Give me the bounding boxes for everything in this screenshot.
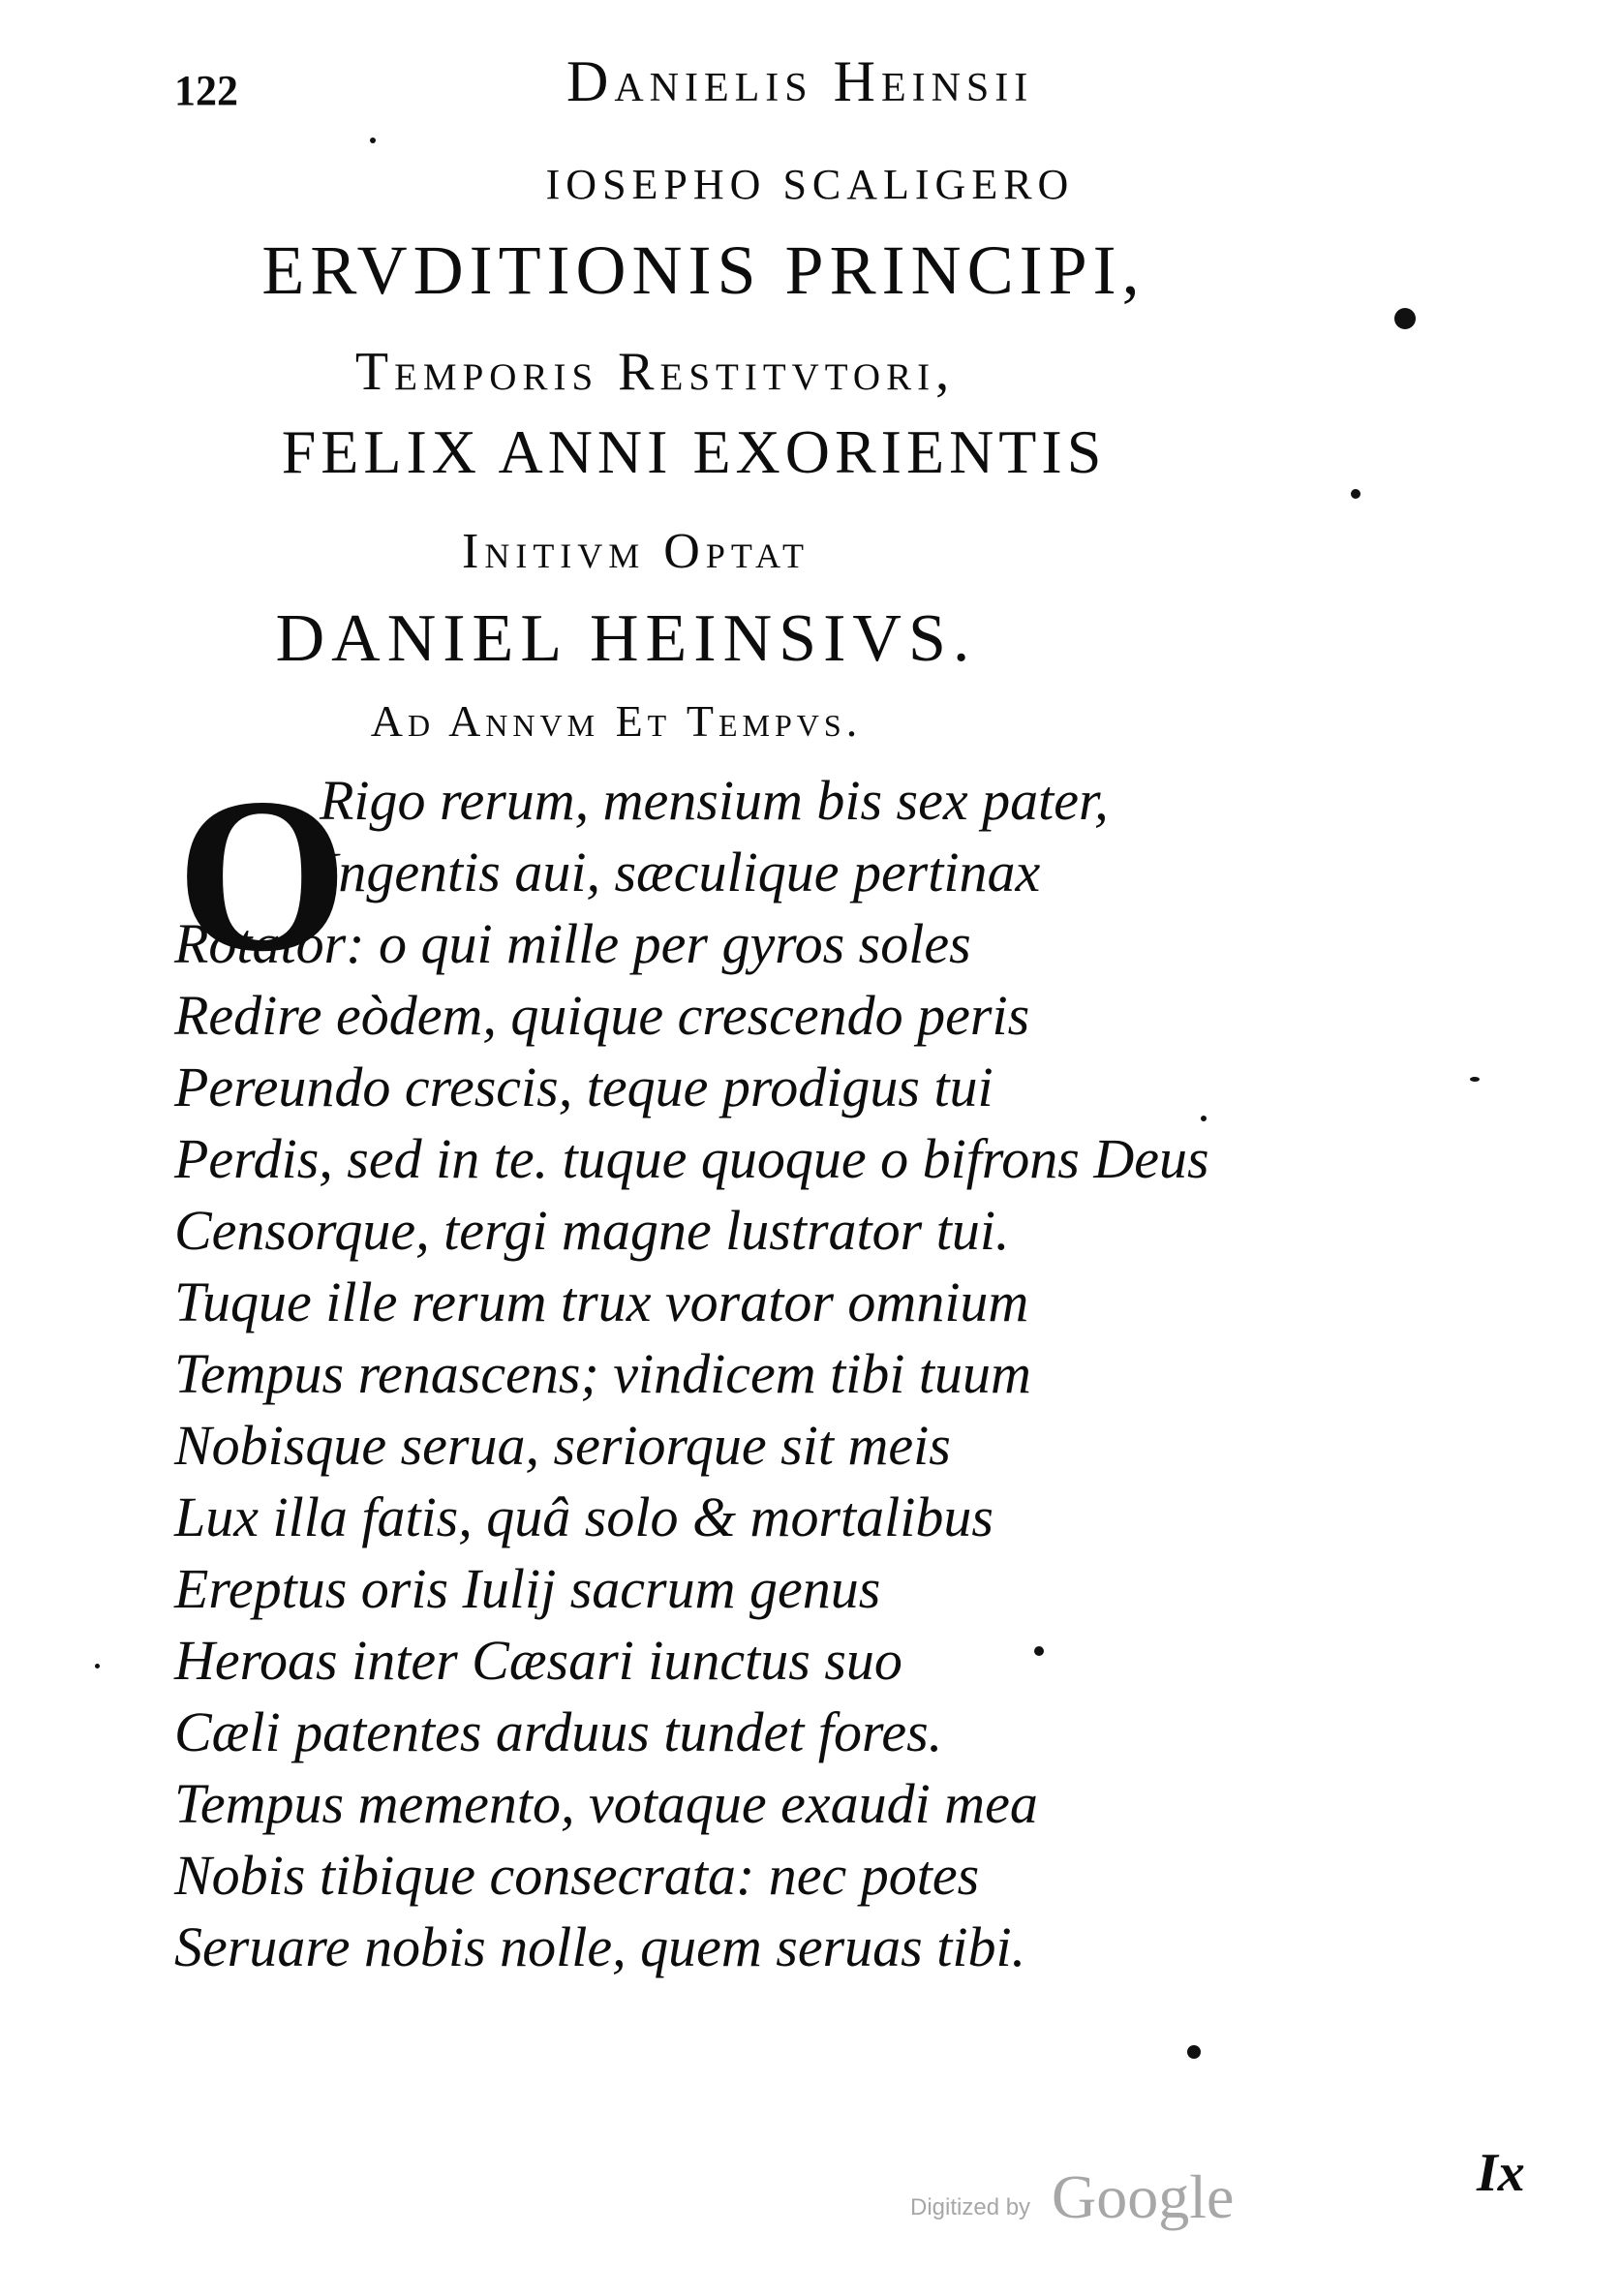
- poem-line: Pereundo crescis, teque prodigus tui: [174, 1056, 993, 1118]
- ink-speck: [1201, 1116, 1207, 1121]
- ink-speck: [95, 1664, 100, 1668]
- running-head: [174, 48, 1220, 116]
- ink-speck: [1351, 489, 1360, 499]
- dedication-line-2: ERVDITIONIS PRINCIPI,: [261, 231, 1146, 309]
- drop-cap: O: [176, 753, 349, 997]
- dedication-author: DANIEL HEINSIVS.: [275, 601, 977, 676]
- poem-line: Nobisque serua, seriorque sit meis: [174, 1414, 951, 1477]
- poem-heading: Ad Annvm Et Tempvs.: [370, 696, 863, 746]
- poem-line: Lux illa fatis, quâ solo & mortalibus: [174, 1485, 993, 1548]
- poem-line: Nobis tibique consecrata: nec potes: [174, 1844, 980, 1907]
- ink-speck: [370, 138, 376, 143]
- poem-line: Rigo rerum, mensium bis sex pater,: [320, 769, 1109, 832]
- poem-line: Ereptus oris Iulij sacrum genus: [174, 1557, 881, 1620]
- poem-line: Tempus memento, votaque exaudi mea: [174, 1772, 1038, 1835]
- poem-line: Rotator: o qui mille per gyros soles: [174, 912, 971, 975]
- running-title: Danielis Heinsii: [566, 49, 1034, 113]
- dedication-line-1: IOSEPHO SCALIGERO: [545, 161, 1075, 208]
- dedication-line-5: Initivm Optat: [462, 524, 810, 579]
- page-number: 122: [174, 67, 238, 114]
- signature-mark: Ix: [1477, 2143, 1525, 2203]
- ink-speck: [1187, 2045, 1201, 2059]
- ink-speck: [1034, 1646, 1044, 1656]
- poem-line: Tuque ille rerum trux vorator omnium: [174, 1270, 1029, 1333]
- poem-line: Heroas inter Cæsari iunctus suo: [174, 1629, 902, 1692]
- ink-speck: [1394, 308, 1416, 329]
- watermark-prefix: Digitized by: [910, 2194, 1031, 2220]
- poem-line: Seruare nobis nolle, quem seruas tibi.: [174, 1915, 1026, 1978]
- poem-line: Cæli patentes arduus tundet fores.: [174, 1700, 943, 1763]
- poem-line: Tempus renascens; vindicem tibi tuum: [174, 1342, 1031, 1405]
- poem-line: Redire eòdem, quique crescendo peris: [174, 984, 1030, 1047]
- dedication-line-4: FELIX ANNI EXORIENTIS: [281, 417, 1107, 486]
- ink-speck: [1470, 1077, 1480, 1082]
- poem-line: Ingentis aui, sæculique pertinax: [320, 841, 1041, 903]
- dedication-line-3: Temporis Restitvtori,: [354, 342, 956, 402]
- poem-line: Perdis, sed in te. tuque quoque o bifrons Deus: [174, 1127, 1209, 1190]
- google-logo: Google: [1052, 2162, 1235, 2231]
- poem-line: Censorque, tergi magne lustrator tui.: [174, 1199, 1010, 1262]
